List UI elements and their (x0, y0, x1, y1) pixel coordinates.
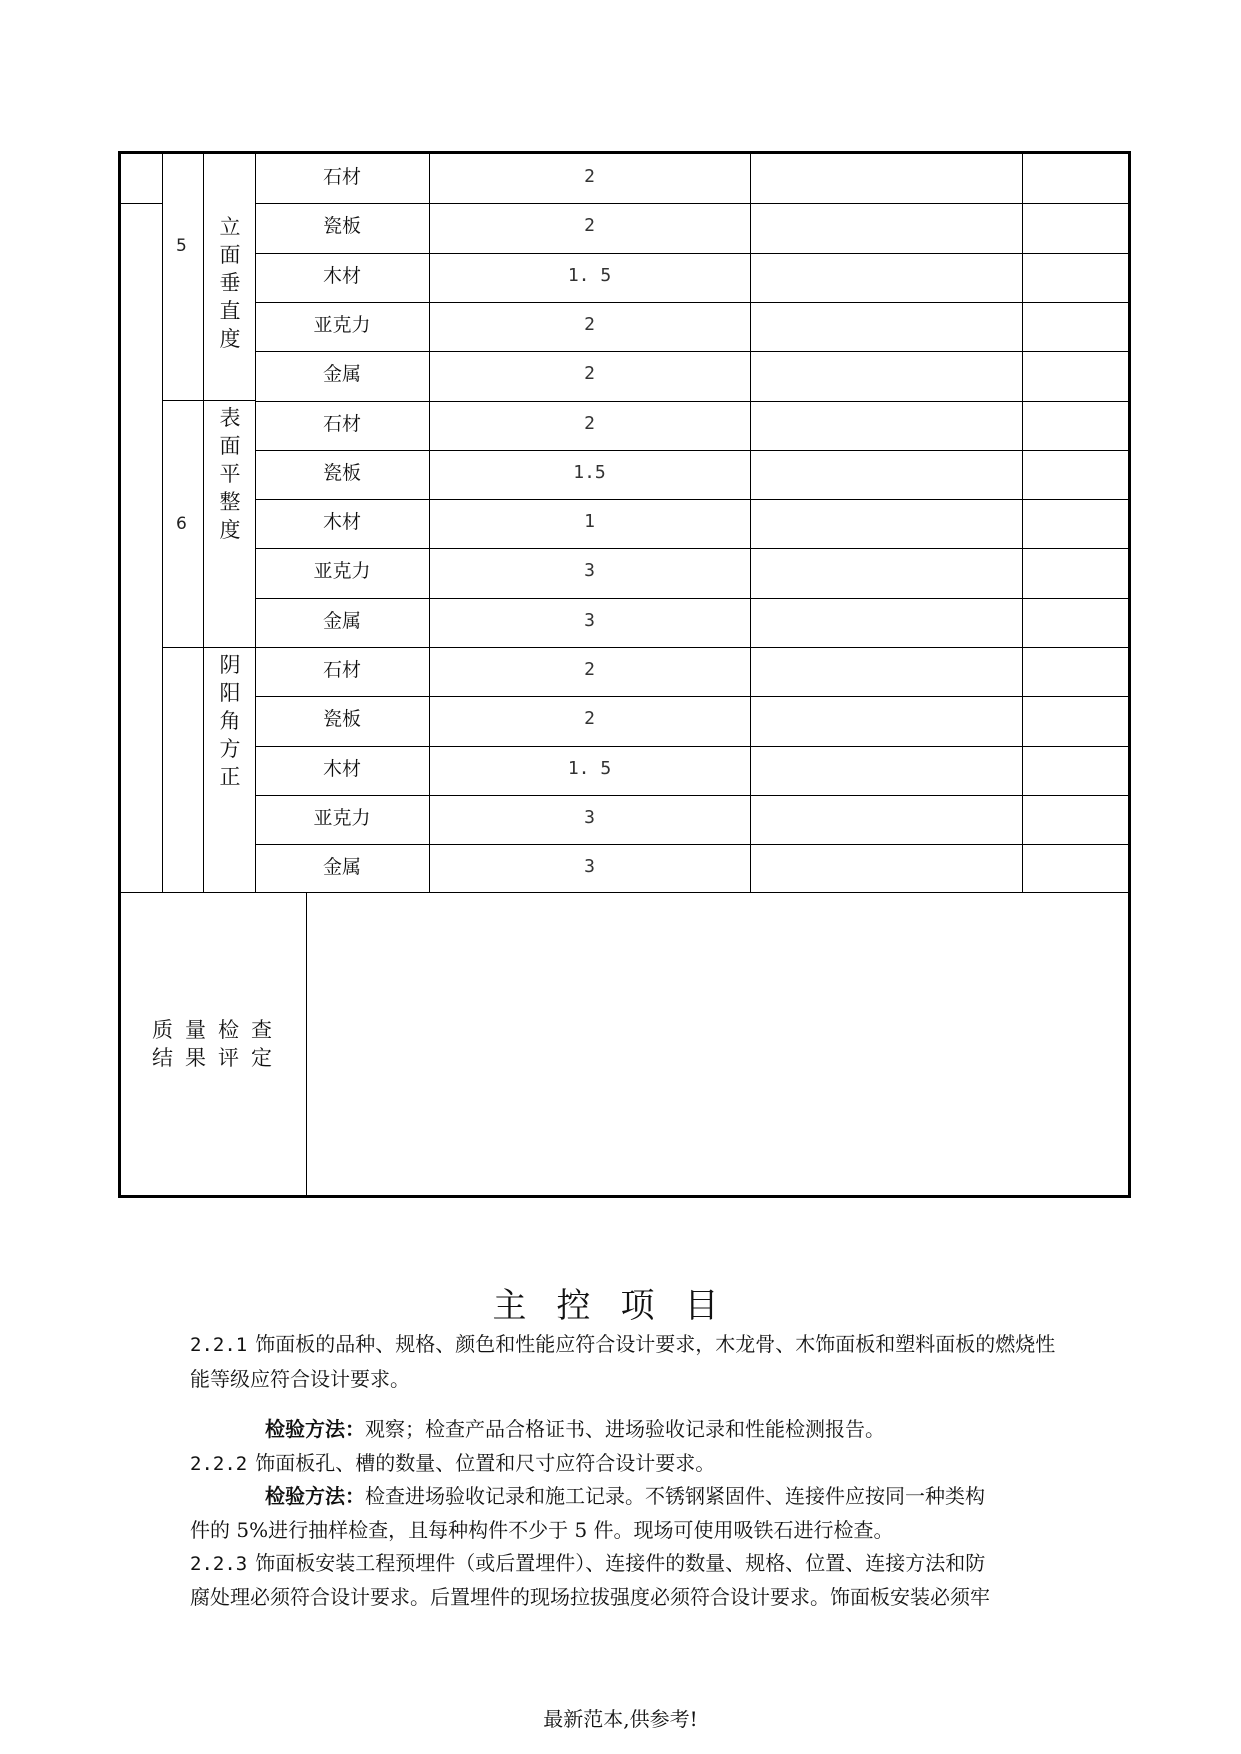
table-row-line (255, 450, 1128, 451)
material-cell: 石材 (322, 166, 361, 188)
clause-2-2-2 (190, 1446, 1070, 1481)
tolerance-cell: 2 (584, 659, 595, 680)
table-row-line (255, 795, 1128, 796)
clause-text-cont: 腐处理必须符合设计要求。后置埋件的现场拉拔强度必须符合设计要求。饰面板安装必须牢 (190, 1585, 990, 1609)
material-cell: 石材 (322, 659, 361, 681)
group-label: 表面平整度 (219, 406, 241, 542)
tolerance-cell: 2 (584, 314, 595, 335)
material-cell: 木材 (322, 511, 361, 533)
inspection-table (118, 151, 1131, 1198)
section-heading: 主控项目 (492, 1286, 749, 1326)
material-cell: 亚克力 (313, 807, 371, 829)
method-label: 检验方法： (265, 1417, 365, 1441)
tolerance-cell: 3 (584, 560, 595, 581)
table-row-line (255, 401, 1128, 402)
material-cell: 金属 (322, 610, 361, 632)
clause-number: 2.2.1 (190, 1334, 248, 1356)
table-row-line (255, 302, 1128, 303)
group-label: 立面垂直度 (219, 215, 241, 351)
group-separator (162, 647, 255, 648)
group-index: 6 (176, 514, 187, 534)
clause-text: 饰面板孔、槽的数量、位置和尺寸应符合设计要求。 (255, 1451, 716, 1475)
group-index: 5 (176, 236, 187, 256)
clause-text: 饰面板的品种、规格、颜色和性能应符合设计要求，木龙骨、木饰面板和塑料面板的燃烧性能等级应符合设计要求。 (190, 1332, 1056, 1391)
table-row-line (255, 696, 1128, 697)
table-col-line (203, 154, 204, 892)
table-row-line (255, 844, 1128, 845)
table-row-line (121, 892, 1128, 893)
clause-2-2-1-method (265, 1412, 1085, 1446)
table-row-line (121, 203, 162, 204)
material-cell: 金属 (322, 363, 361, 385)
method-text: 检查进场验收记录和施工记录。不锈钢紧固件、连接件应按同一种类构 (365, 1484, 985, 1508)
clause-2-2-2-method (265, 1479, 1085, 1513)
table-col-line (1022, 154, 1023, 892)
table-row-line (255, 253, 1128, 254)
material-cell: 亚克力 (313, 560, 371, 582)
tolerance-cell: 3 (584, 610, 595, 631)
tolerance-cell: 1. 5 (567, 758, 612, 779)
clause-2-2-1 (190, 1327, 1070, 1396)
table-row-line (255, 351, 1128, 352)
tolerance-cell: 3 (584, 807, 595, 828)
quality-label-line2: 结果评定 (152, 1046, 284, 1070)
material-cell: 瓷板 (322, 708, 361, 730)
method-text-cont: 件的 5%进行抽样检查，且每种构件不少于 5 件。现场可使用吸铁石进行检查。 (190, 1518, 894, 1542)
clause-2-2-3-cont (190, 1580, 1070, 1614)
group-label: 阴阳角方正 (219, 653, 241, 789)
material-cell: 木材 (322, 265, 361, 287)
tolerance-cell: 1 (584, 511, 595, 532)
method-text: 观察；检查产品合格证书、进场验收记录和性能检测报告。 (365, 1417, 885, 1441)
table-row-line (255, 203, 1128, 204)
clause-2-2-3 (190, 1546, 1070, 1581)
tolerance-cell: 1. 5 (567, 265, 612, 286)
table-col-line (750, 154, 751, 892)
tolerance-cell: 2 (584, 215, 595, 236)
tolerance-cell: 2 (584, 363, 595, 384)
material-cell: 亚克力 (313, 314, 371, 336)
clause-2-2-2-method-cont (190, 1513, 1070, 1547)
material-cell: 石材 (322, 413, 361, 435)
clause-text: 饰面板安装工程预埋件（或后置埋件）、连接件的数量、规格、位置、连接方法和防 (255, 1551, 986, 1575)
tolerance-cell: 3 (584, 856, 595, 877)
group-separator (162, 400, 255, 401)
material-cell: 瓷板 (322, 462, 361, 484)
tolerance-cell: 2 (584, 413, 595, 434)
tolerance-cell: 2 (584, 708, 595, 729)
material-cell: 木材 (322, 758, 361, 780)
tolerance-cell: 1.5 (573, 462, 606, 483)
quality-label-line1: 质量检查 (152, 1018, 284, 1042)
method-label: 检验方法： (265, 1484, 365, 1508)
clause-number: 2.2.3 (190, 1553, 248, 1575)
table-col-line (162, 154, 163, 892)
page-footer: 最新范本,供参考! (543, 1707, 698, 1731)
quality-col-line (306, 892, 307, 1195)
material-cell: 瓷板 (322, 215, 361, 237)
table-row-line (255, 598, 1128, 599)
table-row-line (255, 746, 1128, 747)
table-row-line (255, 647, 1128, 648)
material-cell: 金属 (322, 856, 361, 878)
table-row-line (255, 499, 1128, 500)
clause-number: 2.2.2 (190, 1453, 248, 1475)
table-row-line (255, 548, 1128, 549)
tolerance-cell: 2 (584, 166, 595, 187)
